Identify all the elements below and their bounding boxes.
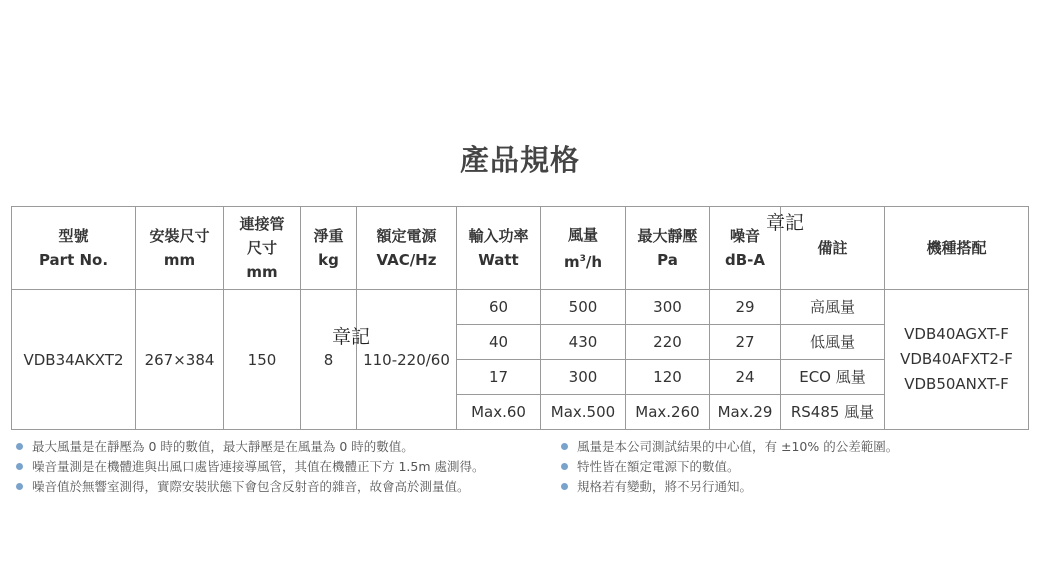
- remark-cell: 高風量: [781, 290, 885, 325]
- header-row: [12, 207, 1029, 290]
- header-compatible: 機種搭配: [885, 207, 1029, 290]
- noise-cell: 29: [710, 290, 781, 325]
- remark-cell: ECO 風量: [781, 360, 885, 395]
- notes-list-right: [557, 437, 898, 497]
- airflow-cell: 500: [541, 290, 626, 325]
- install-size-cell: 267×384: [136, 290, 224, 430]
- airflow-cell: Max.500: [541, 395, 626, 430]
- noise-cell: Max.29: [710, 395, 781, 430]
- stamp-text: 章記: [766, 212, 805, 234]
- table-row: [12, 290, 1029, 325]
- model-cell: VDB34AKXT2: [12, 290, 136, 430]
- weight-cell: 8: [301, 290, 357, 430]
- airflow-cell: 300: [541, 360, 626, 395]
- header-pressure: 最大靜壓 Pa: [626, 207, 710, 290]
- header-model: 型號 Part No.: [12, 207, 136, 290]
- note-item: 規格若有變動，將不另行通知。: [557, 477, 898, 497]
- notes-list-left: [12, 437, 485, 497]
- power-supply-cell: 110-220/60: [357, 290, 457, 430]
- note-item: 噪音值於無響室測得，實際安裝狀態下會包含反射音的雜音，故會高於測量值。: [12, 477, 485, 497]
- pressure-cell: 300: [626, 290, 710, 325]
- watt-cell: 40: [457, 325, 541, 360]
- header-weight: 淨重 kg: [301, 207, 357, 290]
- note-item: 特性皆在額定電源下的數值。: [557, 457, 898, 477]
- header-airflow: 風量 $m^3/h$: [541, 207, 626, 290]
- noise-cell: 24: [710, 360, 781, 395]
- pressure-cell: Max.260: [626, 395, 710, 430]
- header-duct-size: 連接管 尺寸 mm: [224, 207, 301, 290]
- bullet-icon: [16, 443, 23, 450]
- watt-cell: 17: [457, 360, 541, 395]
- page-title: 產品規格: [459, 143, 580, 177]
- bullet-icon: [16, 483, 23, 490]
- pressure-cell: 220: [626, 325, 710, 360]
- bullet-icon: [16, 463, 23, 470]
- watt-cell: Max.60: [457, 395, 541, 430]
- header-install-size: 安裝尺寸 mm: [136, 207, 224, 290]
- bullet-icon: [561, 483, 568, 490]
- bullet-icon: [561, 463, 568, 470]
- remark-cell: 低風量: [781, 325, 885, 360]
- compatible-models-cell: VDB40AGXT-F VDB40AFXT2-F VDB50ANXT-F: [885, 290, 1029, 430]
- stamp-text: 章記: [332, 326, 371, 348]
- remark-cell: RS485 風量: [781, 395, 885, 430]
- note-item: 最大風量是在靜壓為 0 時的數值，最大靜壓是在風量為 0 時的數值。: [12, 437, 485, 457]
- watt-cell: 60: [457, 290, 541, 325]
- spec-table: [11, 206, 1029, 430]
- header-power-supply: 額定電源 VAC/Hz: [357, 207, 457, 290]
- bullet-icon: [561, 443, 568, 450]
- header-input-power: 輸入功率 Watt: [457, 207, 541, 290]
- header-noise: 噪音 dB-A: [710, 207, 781, 290]
- note-item: 風量是本公司測試結果的中心值，有 ±10% 的公差範圍。: [557, 437, 898, 457]
- airflow-cell: 430: [541, 325, 626, 360]
- header-remark: 備註: [781, 207, 885, 290]
- duct-size-cell: 150: [224, 290, 301, 430]
- noise-cell: 27: [710, 325, 781, 360]
- pressure-cell: 120: [626, 360, 710, 395]
- note-item: 噪音量測是在機體進與出風口處皆連接導風管，其值在機體正下方 1.5m 處測得。: [12, 457, 485, 477]
